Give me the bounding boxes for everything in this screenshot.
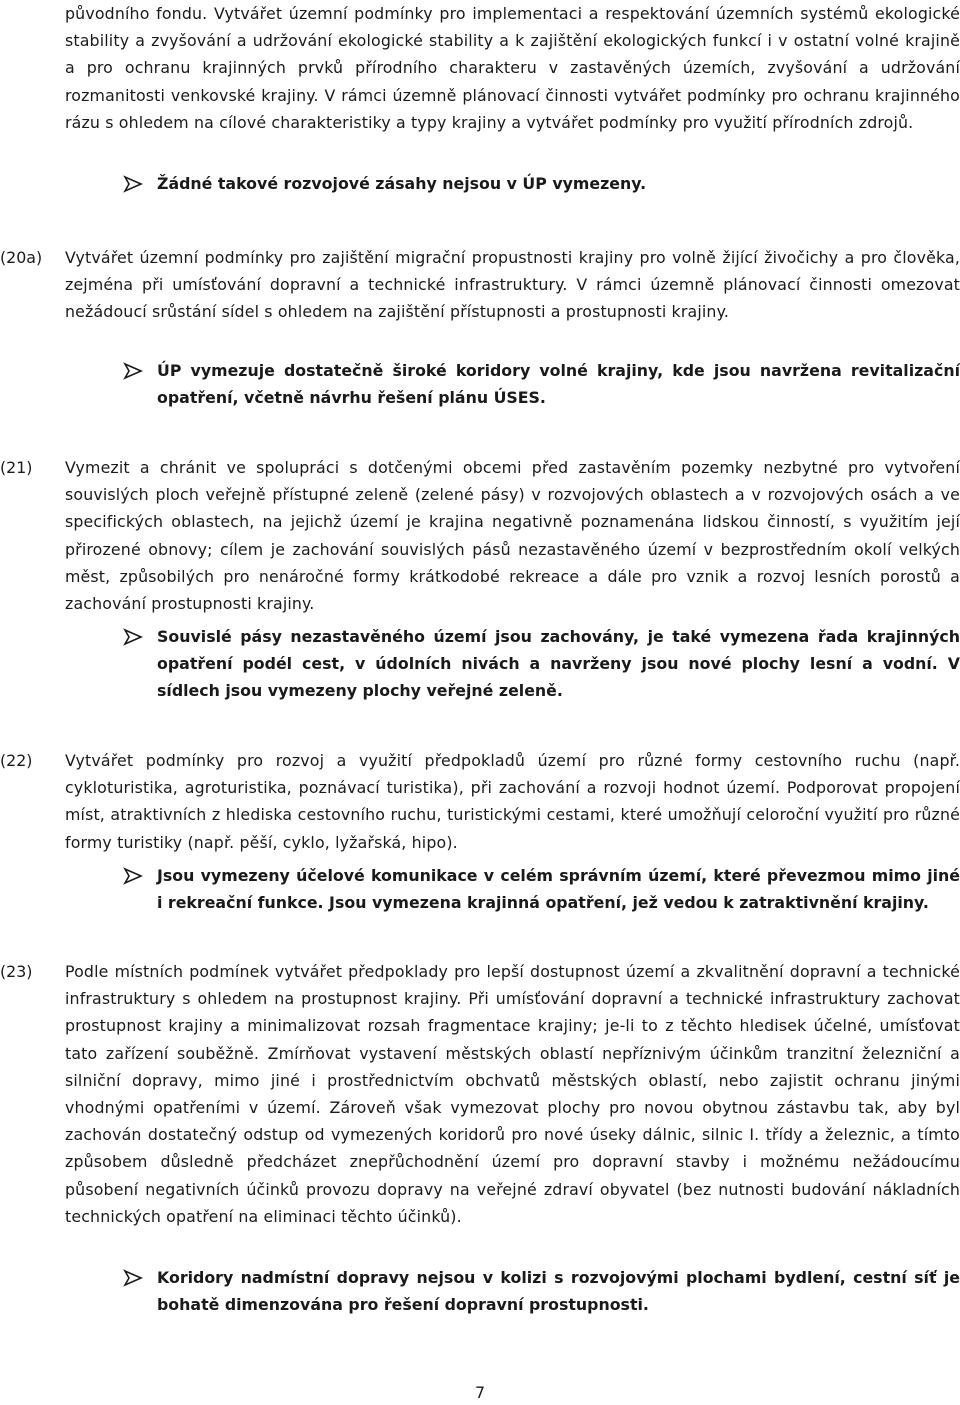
arrowhead-bullet-icon bbox=[122, 623, 144, 650]
section-paragraph: Vymezit a chránit ve spolupráci s dotčenými obcemi před zastavěním pozemky nezbytné pro vytvoření souvislých ploch veřejně přístupné zeleně (zelené pásy) v rozvojových oblastech a v rozvojových osách a ve specifických oblastech, na jejichž území je krajina negativně poznamenána lidskou činností, s využitím její přirozené obnovy; cílem je zachování souvislých pásů nezastavěného území v bezprostředním okolí velkých měst, způsobilých pro nenáročné formy krátkodobé rekreace a dále pro vznik a rozvoj lesních porostů a zachování prostupnosti krajiny. bbox=[65, 458, 960, 614]
section-paragraph: Vytvářet podmínky pro rozvoj a využití předpokladů území pro různé formy cestovního ruchu (např. cykloturistika, agroturistika, poznávací turistika), při zachování a rozvoji hodnot území. Podporovat propojení míst, atraktivních z hlediska cestovního ruchu, turistickými cestami, které umožňují celoroční využití pro různé formy turistiky (např. pěší, cyklo, lyžařská, hipo). bbox=[65, 751, 960, 852]
intro-paragraph: původního fondu. Vytvářet územní podmínky pro implementaci a respektování územních systémů ekologické stability a zvyšování a udržování ekologické stability a k zajištění ekologických funkcí i v ostatní volné krajině a pro ochranu krajinných prvků přírodního charakteru v zastavěných územích, zvyšování a udržování rozmanitosti venkovské krajiny. V rámci územně plánovací činnosti vytvářet podmínky pro ochranu krajinného rázu s ohledem na cílové charakteristiky a typy krajiny a vytvářet podmínky pro využití přírodních zdrojů. bbox=[65, 4, 960, 132]
section-number: (21) bbox=[0, 458, 33, 477]
arrowhead-bullet-icon bbox=[122, 862, 144, 889]
page-number: 7 bbox=[474, 1383, 486, 1402]
intro-bullet bbox=[122, 170, 960, 197]
arrowhead-bullet-icon bbox=[122, 357, 144, 384]
section-bullet-text: Jsou vymezeny účelové komunikace v celém správním území, které převezmou mimo jiné i rekreační funkce. Jsou vymezena krajinná opatření, jež vedou k zatraktivnění krajiny. bbox=[157, 866, 960, 913]
section-paragraph: Podle místních podmínek vytvářet předpoklady pro lepší dostupnost území a zkvalitnění dopravní a technické infrastruktury s ohledem na prostupnost krajiny. Při umísťování dopravní a technické infrastruktury zachovat prostupnost krajiny a minimalizovat rozsah fragmentace krajiny; je-li to z těchto hledisek účelné, umísťovat tato zařízení souběžně. Zmírňovat vystavení městských oblastí nepříznivým účinkům tranzitní železniční a silniční dopravy, mimo jiné i prostřednictvím obchvatů městských oblastí, nebo zajistit ochranu jinými vhodnými opatřeními v území. Zároveň však vymezovat plochy pro novou obytnou zástavbu tak, aby byl zachován dostatečný odstup od vymezených koridorů pro nové úseky dálnic, silnic I. třídy a železnic, a tímto způsobem důsledně předcházet znepřůchodnění území pro dopravní stavby i možnému nežádoucímu působení negativních účinků provozu dopravy na veřejné zdraví obyvatel (bez nutnosti budování nákladních technických opatření na eliminaci těchto účinků). bbox=[65, 962, 960, 1226]
section-bullet-text: Souvislé pásy nezastavěného území jsou zachovány, je také vymezena řada krajinných opatření podél cest, v údolních nivách a navrženy jsou nové plochy lesní a vodní. V sídlech jsou vymezeny plochy veřejné zeleně. bbox=[157, 627, 960, 701]
arrowhead-bullet-icon bbox=[122, 1264, 144, 1291]
section-bullet bbox=[122, 862, 960, 916]
section-number: (20a) bbox=[0, 248, 43, 267]
section-bullet bbox=[122, 357, 960, 411]
section-bullet-text: Koridory nadmístní dopravy nejsou v kolizi s rozvojovými plochami bydlení, cestní síť je bohatě dimenzována pro řešení dopravní prostupnosti. bbox=[157, 1268, 960, 1315]
section-bullet-text: ÚP vymezuje dostatečně široké koridory volné krajiny, kde jsou navržena revitalizační opatření, včetně návrhu řešení plánu ÚSES. bbox=[157, 361, 960, 408]
section-bullet bbox=[122, 623, 960, 705]
section-paragraph: Vytvářet územní podmínky pro zajištění migrační propustnosti krajiny pro volně žijící živočichy a pro člověka, zejména při umísťování dopravní a technické infrastruktury. V rámci územně plánovací činnosti omezovat nežádoucí srůstání sídel s ohledem na zajištění přístupnosti a prostupnosti krajiny. bbox=[65, 248, 960, 322]
section-number: (22) bbox=[0, 751, 33, 770]
arrowhead-bullet-icon bbox=[122, 170, 144, 197]
section-bullet bbox=[122, 1264, 960, 1318]
intro-bullet-text: Žádné takové rozvojové zásahy nejsou v ÚP vymezeny. bbox=[157, 174, 647, 193]
section-number: (23) bbox=[0, 962, 33, 981]
